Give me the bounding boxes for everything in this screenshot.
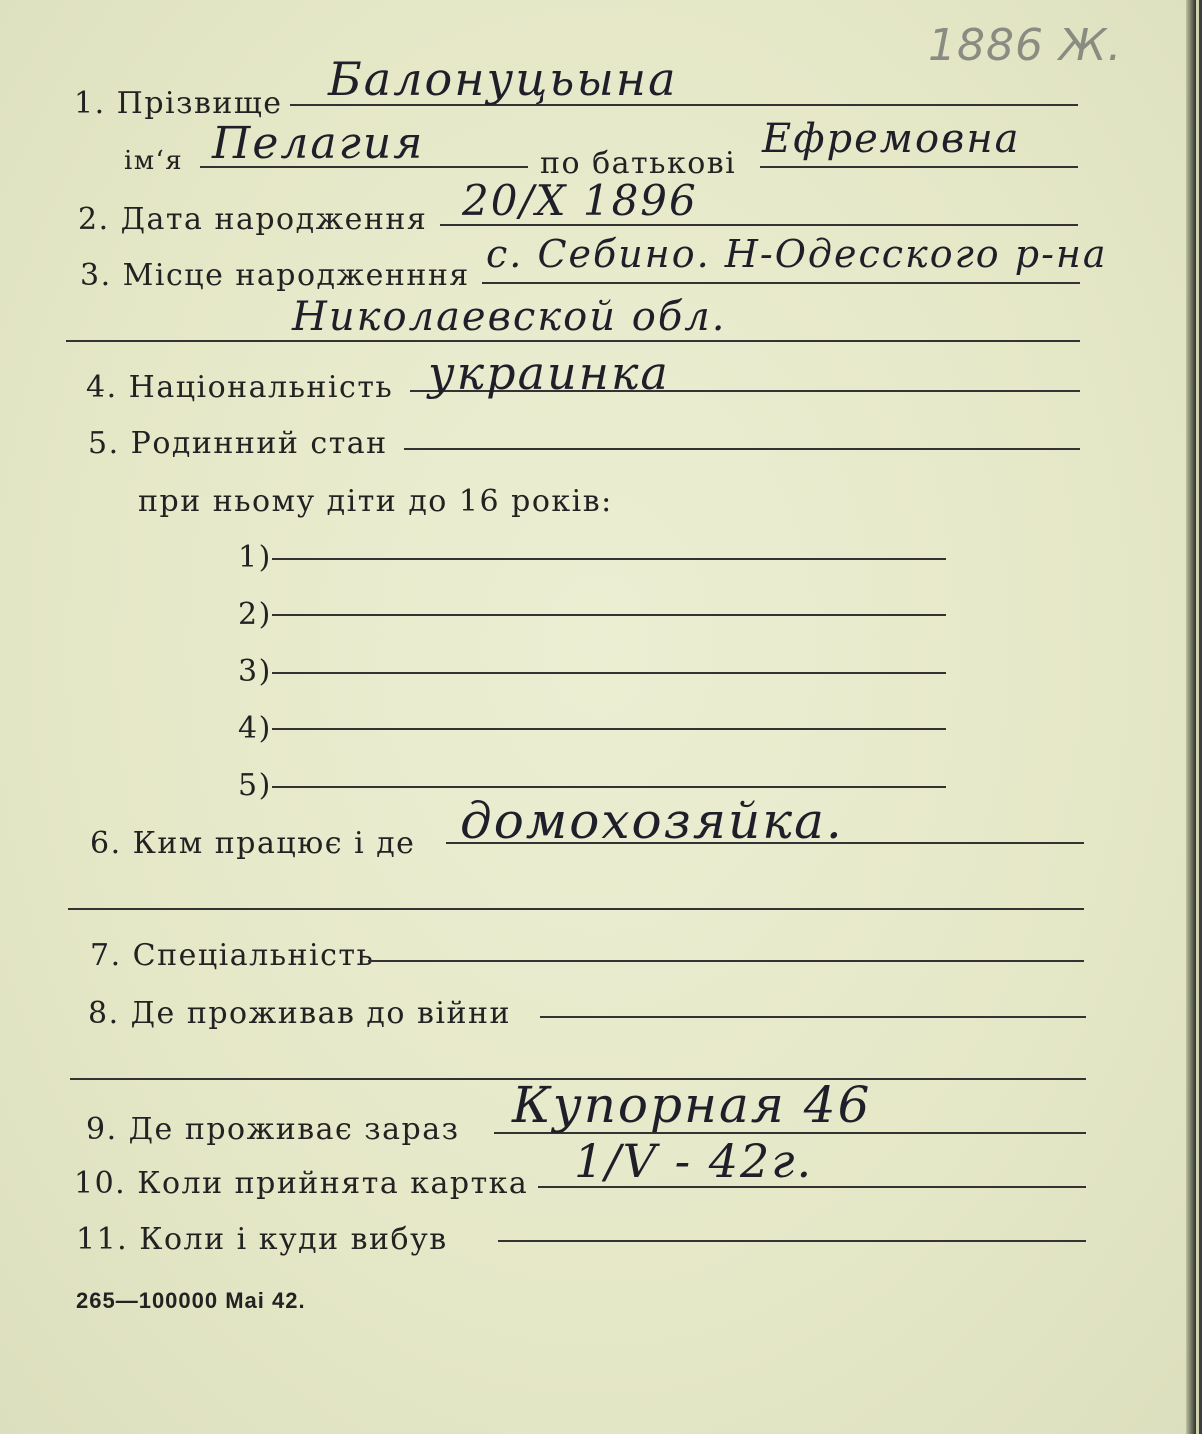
card-accepted-label: 10. Коли прийнята картка [74,1166,529,1201]
prewar-residence-label: 8. Де проживав до війни [88,996,511,1031]
page-edge-shadow [1186,0,1196,1434]
nationality-label: 4. Національність [86,370,394,405]
departed-line [498,1240,1086,1242]
birth-place-label: 3. Місце народженння [80,258,470,293]
archive-number: 1886 Ж. [928,20,1123,71]
children-label: при ньому діти до 16 років: [138,484,613,519]
family-status-line [404,448,1080,450]
birth-place-line [482,282,1080,284]
patronymic-label: по батькові [540,146,737,181]
child-3-line [272,672,946,674]
birth-date-value: 20/Х 1896 [462,176,698,225]
specialty-line [368,960,1084,962]
occupation-value: домохозяйка. [460,792,844,850]
patronymic-value: Ефремовна [762,116,1021,162]
child-1-label: 1) [238,540,272,575]
child-5-line [272,786,946,788]
birth-date-label: 2. Дата народження [78,202,428,237]
prewar-residence-line [540,1016,1086,1018]
patronymic-line [760,166,1078,168]
card-accepted-value: 1/V - 42г. [574,1134,814,1188]
current-residence-label: 9. Де проживає зараз [86,1112,460,1147]
child-4-label: 4) [238,711,272,746]
nationality-value: украинка [428,346,670,400]
child-2-label: 2) [238,597,272,632]
child-3-label: 3) [238,654,272,689]
departed-label: 11. Коли і куди вибув [76,1222,448,1257]
child-1-line [272,558,946,560]
child-4-line [272,728,946,730]
surname-value: Балонуцьына [328,52,678,106]
child-2-line [272,614,946,616]
specialty-label: 7. Спеціальність [90,938,375,973]
occupation-line-2 [68,908,1084,910]
birth-place-line-2 [66,340,1080,342]
child-5-label: 5) [238,768,272,803]
current-residence-value: Купорная 46 [512,1076,872,1134]
family-status-label: 5. Родинний стан [88,426,388,461]
name-label: ім‘я [124,146,184,176]
surname-label: 1. Прізвище [74,86,283,121]
occupation-label: 6. Ким працює і де [90,826,416,861]
print-code: 265—100000 Mai 42. [76,1288,306,1313]
birth-place-value-2: Николаевской обл. [292,294,727,340]
birth-place-value-1: с. Себино. Н-Одесского р-на [486,232,1108,276]
name-value: Пелагия [212,118,425,169]
